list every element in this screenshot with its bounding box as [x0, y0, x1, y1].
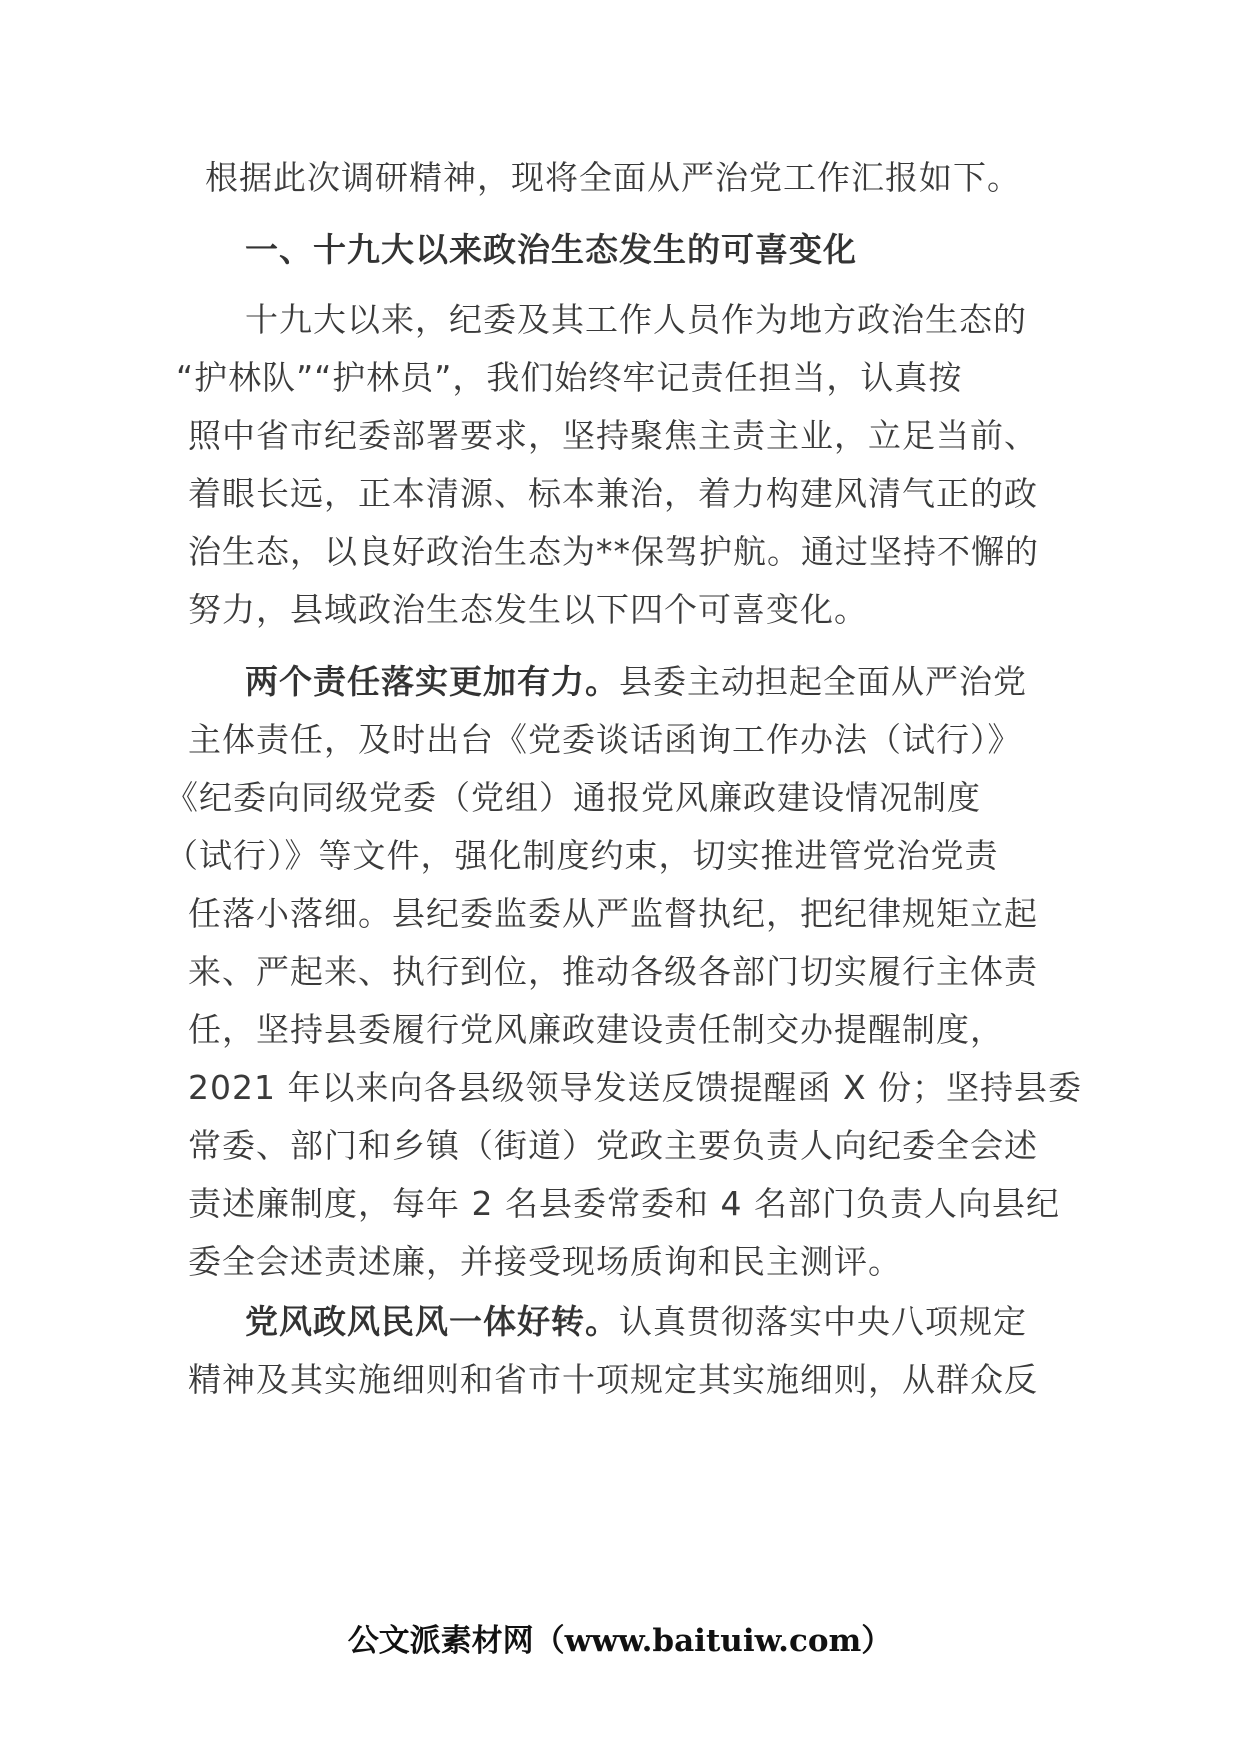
paragraph-line: 努力，县域政治生态发生以下四个可喜变化。: [188, 590, 868, 629]
paragraph-line: 来、严起来、执行到位，推动各级各部门切实履行主体责: [188, 952, 1038, 991]
paragraph-line: 着眼长远，正本清源、标本兼治，着力构建风清气正的政: [188, 474, 1038, 513]
paragraph-line: 2021 年以来向各县级领导发送反馈提醒函 X 份；坚持县委: [188, 1068, 1083, 1107]
paragraph-line: 责述廉制度，每年 2 名县委常委和 4 名部门负责人向县纪: [188, 1184, 1060, 1223]
paragraph-line: 主体责任，及时出台《党委谈话函询工作办法（试行）》: [188, 720, 1022, 759]
paragraph-first-line: [245, 662, 1027, 702]
paragraph-line: 十九大以来，纪委及其工作人员作为地方政治生态的: [245, 300, 1027, 339]
paragraph-lead: 两个责任落实更加有力。: [245, 662, 619, 701]
section-heading: 一、十九大以来政治生态发生的可喜变化: [245, 230, 857, 269]
paragraph-line: 委全会述责述廉，并接受现场质询和民主测评。: [188, 1242, 902, 1281]
paragraph-lead: 党风政风民风一体好转。: [245, 1302, 619, 1341]
paragraph-first-line: [245, 1302, 1027, 1342]
paragraph-line: （试行）》等文件，强化制度约束，切实推进管党治党责: [165, 836, 999, 875]
paragraph-line: 任落小落细。县纪委监委从严监督执纪，把纪律规矩立起: [188, 894, 1038, 933]
paragraph-line: 《纪委向同级党委（党组）通报党风廉政建设情况制度: [165, 778, 981, 817]
paragraph-text: 县委主动担起全面从严治党: [619, 662, 1027, 701]
paragraph-line: 常委、部门和乡镇（街道）党政主要负责人向纪委全会述: [188, 1126, 1038, 1165]
paragraph-line: 精神及其实施细则和省市十项规定其实施细则，从群众反: [188, 1360, 1038, 1399]
paragraph-line: 治生态，以良好政治生态为**保驾护航。通过坚持不懈的: [188, 532, 1039, 571]
paragraph-line: 照中省市纪委部署要求，坚持聚焦主责主业，立足当前、: [188, 416, 1038, 455]
paragraph-text: 认真贯彻落实中央八项规定: [619, 1302, 1027, 1341]
paragraph-line: 根据此次调研精神，现将全面从严治党工作汇报如下。: [205, 158, 1021, 197]
paragraph-line: “护林队”“护林员”，我们始终牢记责任担当，认真按: [176, 358, 963, 397]
paragraph-line: 任，坚持县委履行党风廉政建设责任制交办提醒制度，: [188, 1010, 1004, 1049]
page-footer-watermark: 公文派素材网（www.baituiw.com）: [347, 1623, 893, 1659]
